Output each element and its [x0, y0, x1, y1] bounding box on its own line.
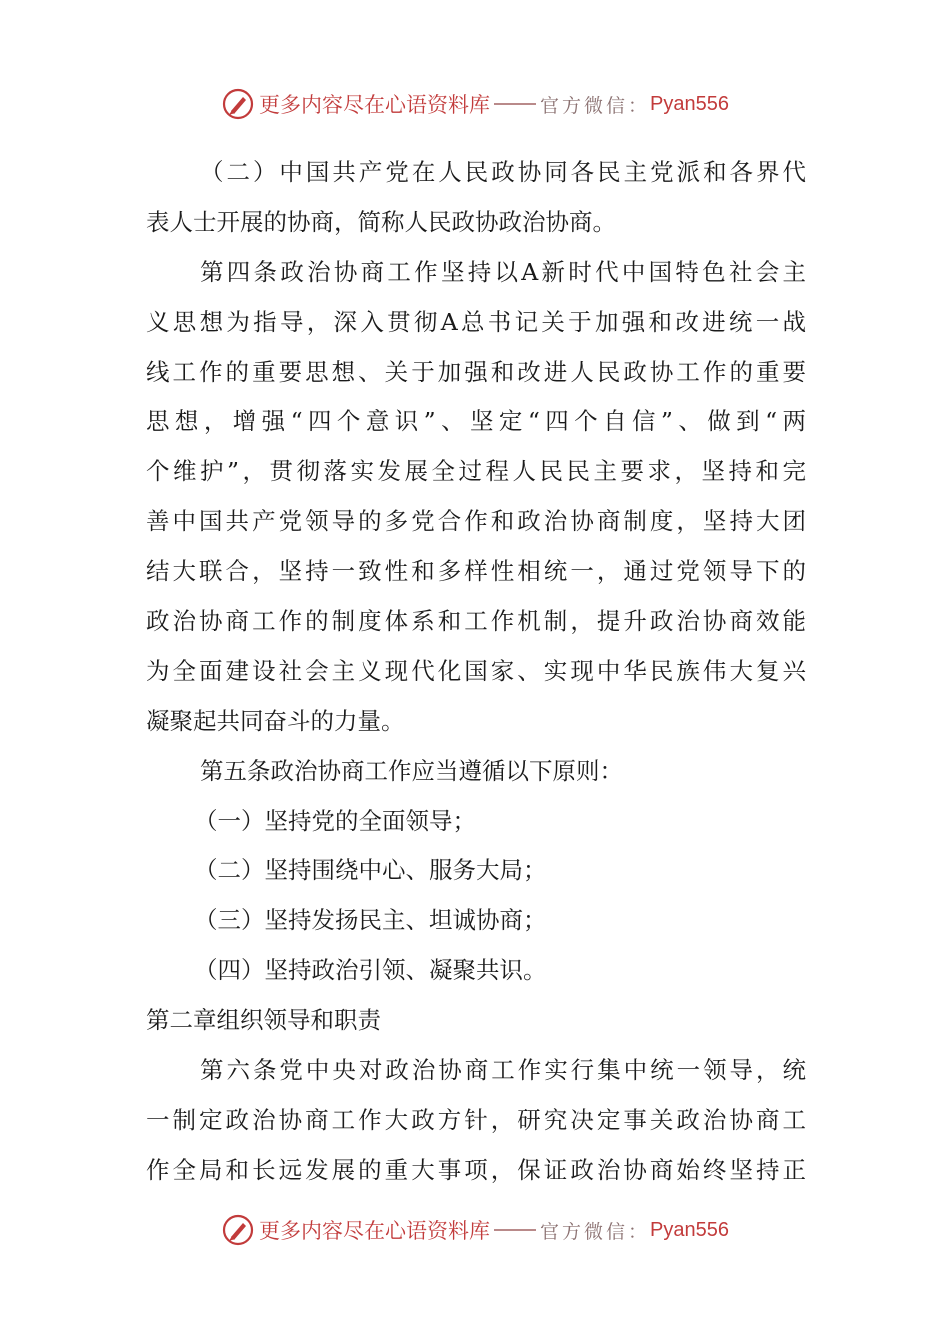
text-line: 一制定政治协商工作大政方针，研究决定事关政治协商工	[146, 1105, 806, 1134]
text-line: 为全面建设社会主义现代化国家、实现中华民族伟大复兴	[146, 656, 806, 685]
text-line: （二）坚持围绕中心、服务大局；	[194, 856, 547, 885]
text-line: 结大联合，坚持一致性和多样性相统一，通过党领导下的	[146, 557, 806, 586]
text-line: （二）中国共产党在人民政协同各民主党派和各界代	[200, 158, 806, 186]
text-line: 第六条党中央对政治协商工作实行集中统一领导，统	[200, 1056, 806, 1085]
watermark-id: Pyan556	[650, 92, 729, 115]
text-line: 表人士开展的协商，简称人民政协政治协商。	[146, 207, 616, 236]
text-line: 思想，增强“四个意识”、坚定“四个自信”、做到“两	[146, 407, 806, 436]
pen-logo-icon	[221, 1213, 255, 1247]
text-line: 个维护”，贯彻落实发展全过程人民民主要求，坚持和完	[146, 457, 806, 486]
watermark-brand: 更多内容尽在心语资料库	[259, 1219, 490, 1243]
text-line: 义思想为指导，深入贯彻A总书记关于加强和改进统一战	[146, 307, 806, 336]
chapter-heading: 第二章组织领导和职责	[146, 1006, 381, 1035]
text-line: （三）坚持发扬民主、坦诚协商；	[194, 906, 547, 935]
text-line: 线工作的重要思想、关于加强和改进人民政协工作的重要	[146, 357, 806, 386]
text-line: 政治协商工作的制度体系和工作机制，提升政治协商效能	[146, 607, 806, 636]
text-line: 第五条政治协商工作应当遵循以下原则：	[200, 756, 623, 785]
text-line: 善中国共产党领导的多党合作和政治协商制度，坚持大团	[146, 507, 806, 536]
text-line: （四）坚持政治引领、凝聚共识。	[194, 956, 547, 985]
watermark-dash	[494, 1229, 536, 1231]
watermark-brand: 更多内容尽在心语资料库	[259, 93, 490, 117]
text-line: 作全局和长远发展的重大事项，保证政治协商始终坚持正	[146, 1155, 806, 1184]
text-line: 凝聚起共同奋斗的力量。	[146, 706, 405, 735]
watermark-id: Pyan556	[650, 1218, 729, 1241]
text-line: （一）坚持党的全面领导；	[194, 806, 476, 835]
watermark-dash	[494, 103, 536, 105]
watermark-label: 官方微信：	[540, 94, 651, 117]
watermark-label: 官方微信：	[540, 1220, 651, 1243]
document-body	[146, 148, 806, 1196]
pen-logo-icon	[221, 87, 255, 121]
footer-watermark	[0, 1210, 950, 1250]
text-line: 第四条政治协商工作坚持以A新时代中国特色社会主	[200, 257, 806, 286]
header-watermark	[0, 84, 950, 124]
